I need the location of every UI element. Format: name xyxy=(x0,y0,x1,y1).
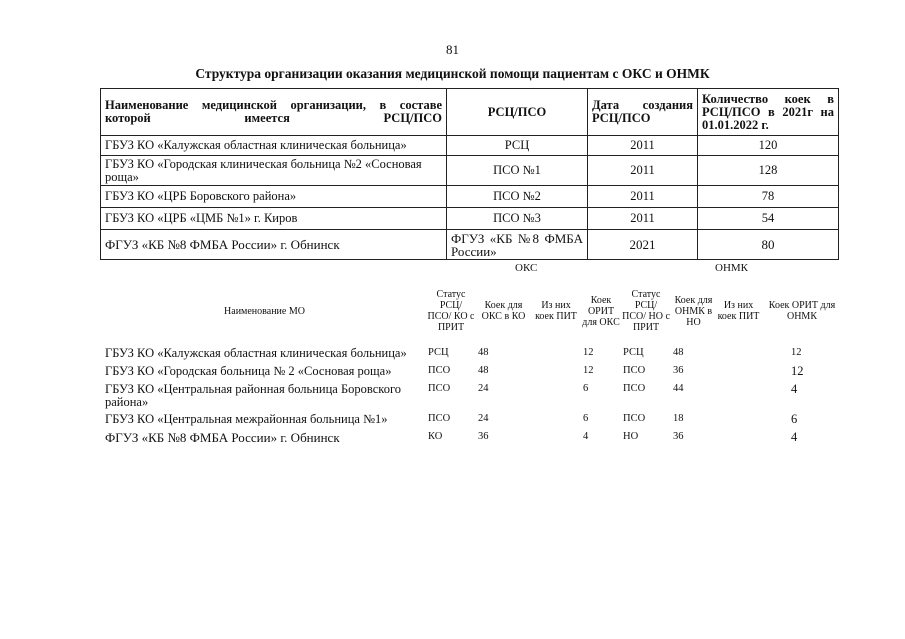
cell-onmk-pit-beds xyxy=(716,428,761,446)
cell-organization: ГБУЗ КО «Калужская областная клиническая больница» xyxy=(101,136,447,156)
cell-oks-pit-beds xyxy=(531,428,581,446)
cell-oks-status: ПСО xyxy=(428,413,451,424)
table-row xyxy=(103,428,843,446)
cell-oks-beds: 24 xyxy=(478,413,489,424)
beds-table-header xyxy=(103,278,843,344)
cell-center-type: ПСО №3 xyxy=(447,208,588,230)
cell-creation-date: 2011 xyxy=(588,208,698,230)
cell-oks-orit-beds: 6 xyxy=(583,413,589,424)
header-onmk-status: Статус РСЦ/ ПСО/ НО с ПРИТ xyxy=(622,289,670,333)
header-organization: Наименование медицинской организации, в составе которой имеется РСЦ/ПСО xyxy=(101,89,447,136)
cell-mo-name: ГБУЗ КО «Центральная районная больница Боровского района» xyxy=(105,382,402,409)
cell-mo-name: ФГУЗ «КБ №8 ФМБА России» г. Обнинск xyxy=(105,430,340,445)
cell-onmk-orit-beds: 4 xyxy=(791,382,798,396)
cell-organization: ГБУЗ КО «ЦРБ Боровского района» xyxy=(101,186,447,208)
table-row xyxy=(101,186,839,208)
centers-table-header xyxy=(101,89,839,136)
cell-creation-date: 2011 xyxy=(588,186,698,208)
cell-creation-date: 2011 xyxy=(588,136,698,156)
table-row xyxy=(103,380,843,410)
page-number: 81 xyxy=(446,42,459,57)
header-center-type: РСЦ/ПСО xyxy=(447,89,588,136)
cell-creation-date: 2021 xyxy=(588,230,698,260)
cell-onmk-pit-beds xyxy=(716,344,761,362)
table-row xyxy=(103,344,843,362)
cell-onmk-beds: 18 xyxy=(673,413,684,424)
cell-organization: ФГУЗ «КБ №8 ФМБА России» г. Обнинск xyxy=(101,230,447,260)
cell-bed-count: 120 xyxy=(698,136,839,156)
cell-bed-count: 54 xyxy=(698,208,839,230)
cell-oks-pit-beds xyxy=(531,344,581,362)
cell-oks-status: ПСО xyxy=(428,365,451,376)
cell-oks-pit-beds xyxy=(531,380,581,410)
cell-onmk-beds: 44 xyxy=(673,383,684,394)
cell-oks-beds: 48 xyxy=(478,347,489,358)
cell-onmk-beds: 36 xyxy=(673,431,684,442)
cell-oks-pit-beds xyxy=(531,362,581,380)
cell-oks-orit-beds: 4 xyxy=(583,431,589,442)
centers-table xyxy=(100,88,839,260)
cell-onmk-pit-beds xyxy=(716,380,761,410)
table-row xyxy=(103,410,843,428)
group-label-onmk: ОНМК xyxy=(715,262,749,274)
cell-onmk-orit-beds: 12 xyxy=(791,347,802,358)
cell-onmk-status: ПСО xyxy=(623,413,646,424)
cell-bed-count: 128 xyxy=(698,156,839,186)
cell-oks-orit-beds: 12 xyxy=(583,365,594,376)
cell-onmk-beds: 48 xyxy=(673,347,684,358)
cell-mo-name: ГБУЗ КО «Центральная межрайонная больница №1» xyxy=(105,412,388,426)
cell-onmk-pit-beds xyxy=(716,410,761,428)
header-mo-name: Наименование МО xyxy=(224,305,305,317)
cell-oks-orit-beds: 6 xyxy=(583,383,589,394)
cell-onmk-orit-beds: 4 xyxy=(791,430,798,444)
cell-onmk-orit-beds: 6 xyxy=(791,412,798,426)
header-oks-pit-beds: Из них коек ПИТ xyxy=(535,300,577,322)
cell-oks-status: КО xyxy=(428,431,443,442)
cell-center-type: РСЦ xyxy=(447,136,588,156)
cell-onmk-beds: 36 xyxy=(673,365,684,376)
header-onmk-orit-beds: Коек ОРИТ для ОНМК xyxy=(768,300,836,322)
cell-center-type: ПСО №1 xyxy=(447,156,588,186)
cell-bed-count: 80 xyxy=(698,230,839,260)
cell-oks-beds: 48 xyxy=(478,365,489,376)
cell-center-type: ФГУЗ «КБ №8 ФМБА России» xyxy=(447,230,588,260)
cell-center-type: ПСО №2 xyxy=(447,186,588,208)
header-bed-count: Количество коек в РСЦ/ПСО в 2021г на 01.01.2022 г. xyxy=(698,89,839,136)
table-row xyxy=(101,208,839,230)
cell-onmk-orit-beds: 12 xyxy=(791,364,804,378)
cell-oks-beds: 24 xyxy=(478,383,489,394)
table-row xyxy=(101,156,839,186)
header-onmk-pit-beds: Из них коек ПИТ xyxy=(717,300,760,322)
cell-oks-pit-beds xyxy=(531,410,581,428)
table-row xyxy=(103,362,843,380)
header-oks-beds: Коек для ОКС в КО xyxy=(481,300,526,322)
document-title: Структура организации оказания медицинской помощи пациентам с ОКС и ОНМК xyxy=(195,66,710,81)
cell-creation-date: 2011 xyxy=(588,156,698,186)
table-row xyxy=(101,136,839,156)
header-creation-date: Дата создания РСЦ/ПСО xyxy=(588,89,698,136)
beds-table xyxy=(103,278,843,446)
cell-onmk-pit-beds xyxy=(716,362,761,380)
cell-mo-name: ГБУЗ КО «Калужская областная клиническая больница» xyxy=(105,346,407,360)
cell-mo-name: ГБУЗ КО «Городская больница № 2 «Сосновая роща» xyxy=(105,364,392,378)
header-onmk-beds: Коек для ОНМК в НО xyxy=(674,294,713,328)
header-oks-orit-beds: Коек ОРИТ для ОКС xyxy=(582,294,620,328)
table-row xyxy=(101,230,839,260)
cell-onmk-status: РСЦ xyxy=(623,347,644,358)
cell-organization: ГБУЗ КО «Городская клиническая больница №2 «Сосновая роща» xyxy=(101,156,447,186)
cell-oks-status: РСЦ xyxy=(428,347,449,358)
cell-oks-status: ПСО xyxy=(428,383,451,394)
cell-oks-beds: 36 xyxy=(478,431,489,442)
cell-onmk-status: ПСО xyxy=(623,383,646,394)
cell-organization: ГБУЗ КО «ЦРБ «ЦМБ №1» г. Киров xyxy=(101,208,447,230)
header-oks-status: Статус РСЦ/ ПСО/ КО с ПРИТ xyxy=(427,289,475,333)
cell-onmk-status: ПСО xyxy=(623,365,646,376)
cell-oks-orit-beds: 12 xyxy=(583,347,594,358)
cell-bed-count: 78 xyxy=(698,186,839,208)
cell-onmk-status: НО xyxy=(623,431,639,442)
group-label-oks: ОКС xyxy=(515,262,538,274)
